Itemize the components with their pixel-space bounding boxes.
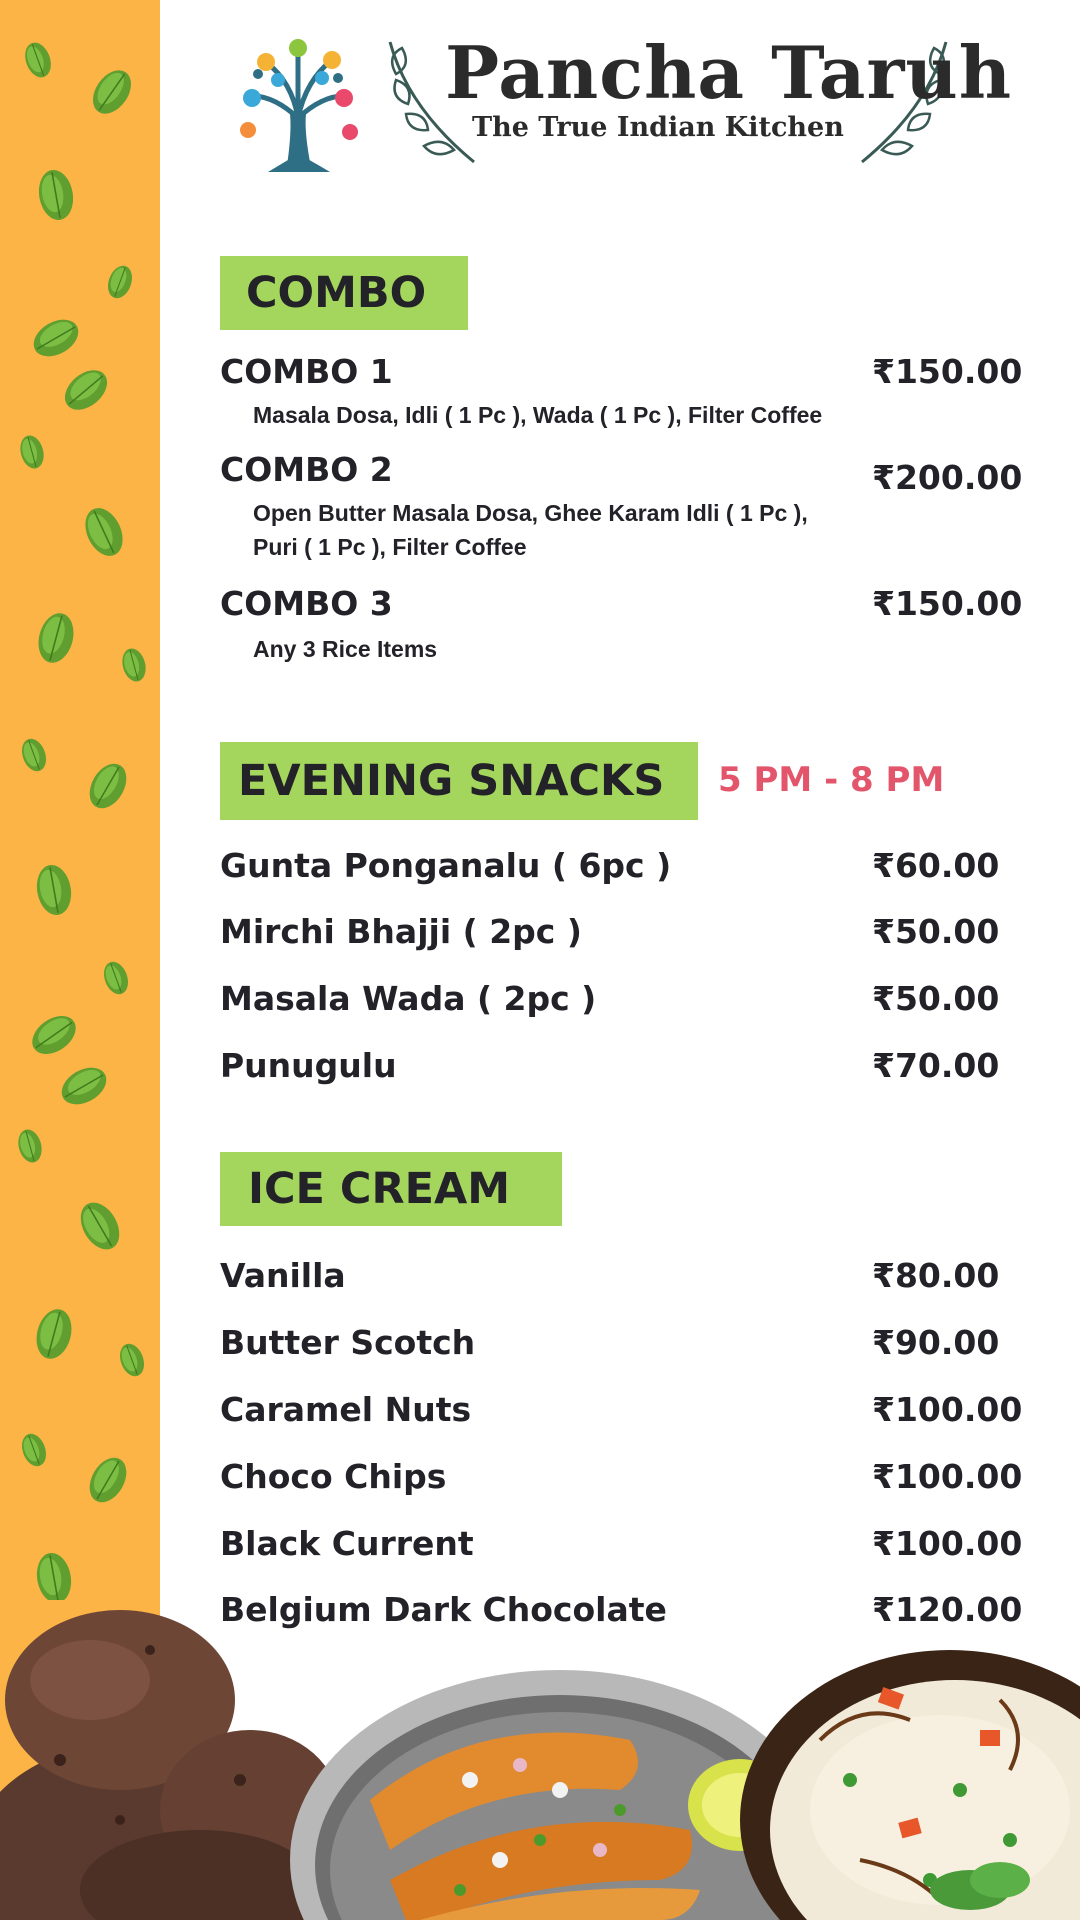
snack-item-price: ₹50.00 xyxy=(872,979,1000,1018)
section-header-evening-snacks: EVENING SNACKS xyxy=(220,742,698,820)
tree-logo-icon xyxy=(228,34,368,174)
combo-3-desc: Any 3 Rice Items xyxy=(253,636,438,662)
combo-3-name: COMBO 3 xyxy=(220,584,393,623)
icecream-item-price: ₹100.00 xyxy=(872,1457,1023,1496)
icecream-item-price: ₹80.00 xyxy=(872,1256,1000,1295)
basil-leaves-decoration xyxy=(0,0,160,1600)
combo-2-desc: Open Butter Masala Dosa, Ghee Karam Idli ( 1 Pc ), Puri ( 1 Pc ), Filter Coffee xyxy=(253,500,808,560)
snack-item-price: ₹60.00 xyxy=(872,846,1000,885)
icecream-item-name: Choco Chips xyxy=(220,1457,447,1496)
chocolate-ice-cream-image xyxy=(0,1610,340,1920)
combo-1-name: COMBO 1 xyxy=(220,352,393,391)
section-header-ice-cream: ICE CREAM xyxy=(220,1152,562,1226)
icecream-item-name: Black Current xyxy=(220,1524,474,1563)
snack-item-name: Masala Wada ( 2pc ) xyxy=(220,979,597,1018)
icecream-item-price: ₹120.00 xyxy=(872,1590,1023,1629)
combo-2-name: COMBO 2 xyxy=(220,450,393,489)
icecream-item-price: ₹90.00 xyxy=(872,1323,1000,1362)
combo-3-price: ₹150.00 xyxy=(872,584,1023,623)
combo-1-desc: Masala Dosa, Idli ( 1 Pc ), Wada ( 1 Pc ), Filter Coffee xyxy=(253,402,823,428)
snack-item-price: ₹70.00 xyxy=(872,1046,1000,1085)
icecream-item-price: ₹100.00 xyxy=(872,1524,1023,1563)
food-photos-banner xyxy=(0,1560,1080,1920)
icecream-item-name: Caramel Nuts xyxy=(220,1390,472,1429)
brand-tagline: The True Indian Kitchen xyxy=(472,112,844,143)
snack-item-name: Gunta Ponganalu ( 6pc ) xyxy=(220,846,672,885)
icecream-item-name: Vanilla xyxy=(220,1256,346,1295)
snack-item-name: Punugulu xyxy=(220,1046,397,1085)
icecream-item-name: Belgium Dark Chocolate xyxy=(220,1590,667,1629)
vegetable-biryani-bowl-image xyxy=(740,1650,1080,1920)
icecream-item-price: ₹100.00 xyxy=(872,1390,1023,1429)
combo-2-price: ₹200.00 xyxy=(872,458,1023,497)
combo-1-price: ₹150.00 xyxy=(872,352,1023,391)
brand-name: Pancha Taruh xyxy=(445,30,1013,115)
snacks-hours: 5 PM - 8 PM xyxy=(718,760,945,800)
snack-item-price: ₹50.00 xyxy=(872,912,1000,951)
section-header-combo: COMBO xyxy=(220,256,468,330)
snack-item-name: Mirchi Bhajji ( 2pc ) xyxy=(220,912,582,951)
icecream-item-name: Butter Scotch xyxy=(220,1323,476,1362)
